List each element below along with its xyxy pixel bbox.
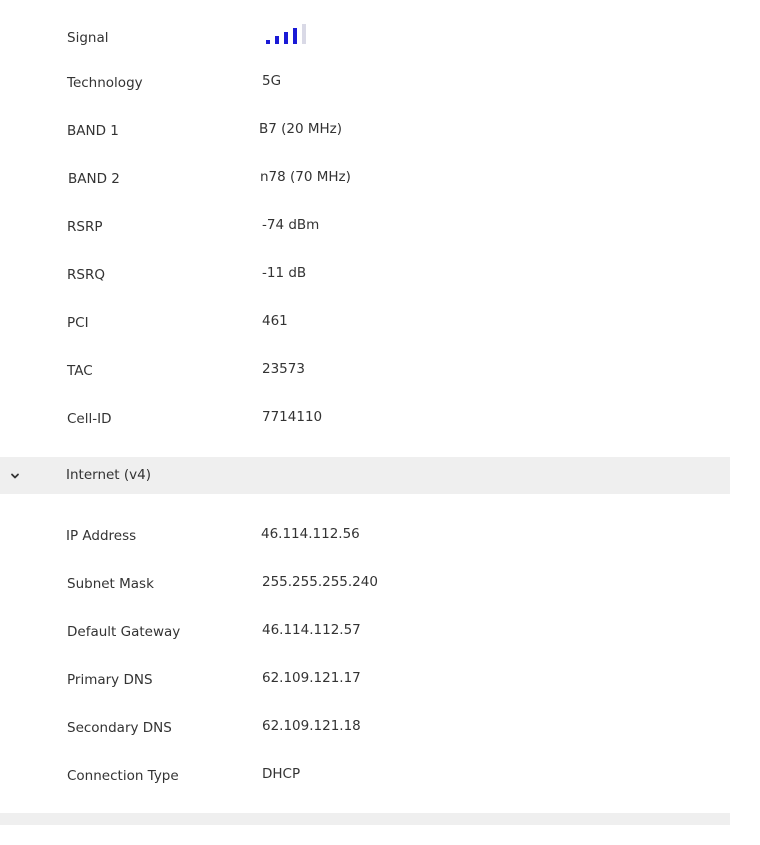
- info-row-subnet-mask: [0, 575, 730, 599]
- row-label: Default Gateway: [67, 624, 181, 640]
- row-label: Subnet Mask: [67, 576, 154, 592]
- row-value: 5G: [262, 73, 282, 89]
- info-row-band-1: [0, 122, 730, 146]
- info-row-pci: [0, 314, 730, 338]
- signal-bar-5: [302, 24, 306, 44]
- signal-bar-1: [266, 40, 270, 44]
- info-row-band-2: [0, 170, 730, 194]
- row-value: n78 (70 MHz): [260, 169, 351, 185]
- row-label: BAND 2: [68, 171, 120, 187]
- row-value: 62.109.121.17: [262, 670, 361, 686]
- row-label: RSRQ: [67, 267, 105, 283]
- info-row-tac: [0, 362, 730, 386]
- row-value: DHCP: [262, 766, 301, 782]
- info-row-technology: [0, 74, 730, 98]
- row-value: 255.255.255.240: [262, 574, 378, 590]
- row-value: 46.114.112.56: [261, 526, 360, 542]
- row-label: Connection Type: [67, 768, 179, 784]
- info-row-default-gateway: [0, 623, 730, 647]
- signal-strength-icon: [266, 22, 308, 44]
- row-label: Secondary DNS: [67, 720, 172, 736]
- row-value: 62.109.121.18: [262, 718, 361, 734]
- row-value: B7 (20 MHz): [259, 121, 343, 137]
- signal-bar-2: [275, 36, 279, 44]
- info-row-primary-dns: [0, 671, 730, 695]
- row-value: 46.114.112.57: [262, 622, 361, 638]
- info-row-cell-id: [0, 410, 730, 434]
- info-row-secondary-dns: [0, 719, 730, 743]
- section-title: Internet (v4): [66, 467, 152, 483]
- next-section-header[interactable]: [0, 813, 730, 825]
- row-value: -11 dB: [262, 265, 307, 281]
- chevron-down-icon[interactable]: [8, 469, 22, 483]
- signal-row: [0, 29, 730, 53]
- row-value: 461: [262, 313, 288, 329]
- signal-bar-4: [293, 28, 297, 44]
- row-value: 7714110: [262, 409, 323, 425]
- info-row-connection-type: [0, 767, 730, 791]
- row-label: Technology: [67, 75, 143, 91]
- row-label: BAND 1: [67, 123, 119, 139]
- row-value: 23573: [262, 361, 305, 377]
- row-label: Cell-ID: [67, 411, 112, 427]
- row-label: TAC: [67, 363, 93, 379]
- row-label: PCI: [67, 315, 89, 331]
- row-value: -74 dBm: [262, 217, 320, 233]
- signal-label: Signal: [67, 30, 109, 46]
- row-label: IP Address: [66, 528, 137, 544]
- row-label: Primary DNS: [67, 672, 153, 688]
- row-label: RSRP: [67, 219, 103, 235]
- info-row-ip-address: [0, 527, 730, 551]
- internet-section-header[interactable]: [0, 457, 730, 494]
- signal-bar-3: [284, 32, 288, 44]
- info-row-rsrp: [0, 218, 730, 242]
- info-row-rsrq: [0, 266, 730, 290]
